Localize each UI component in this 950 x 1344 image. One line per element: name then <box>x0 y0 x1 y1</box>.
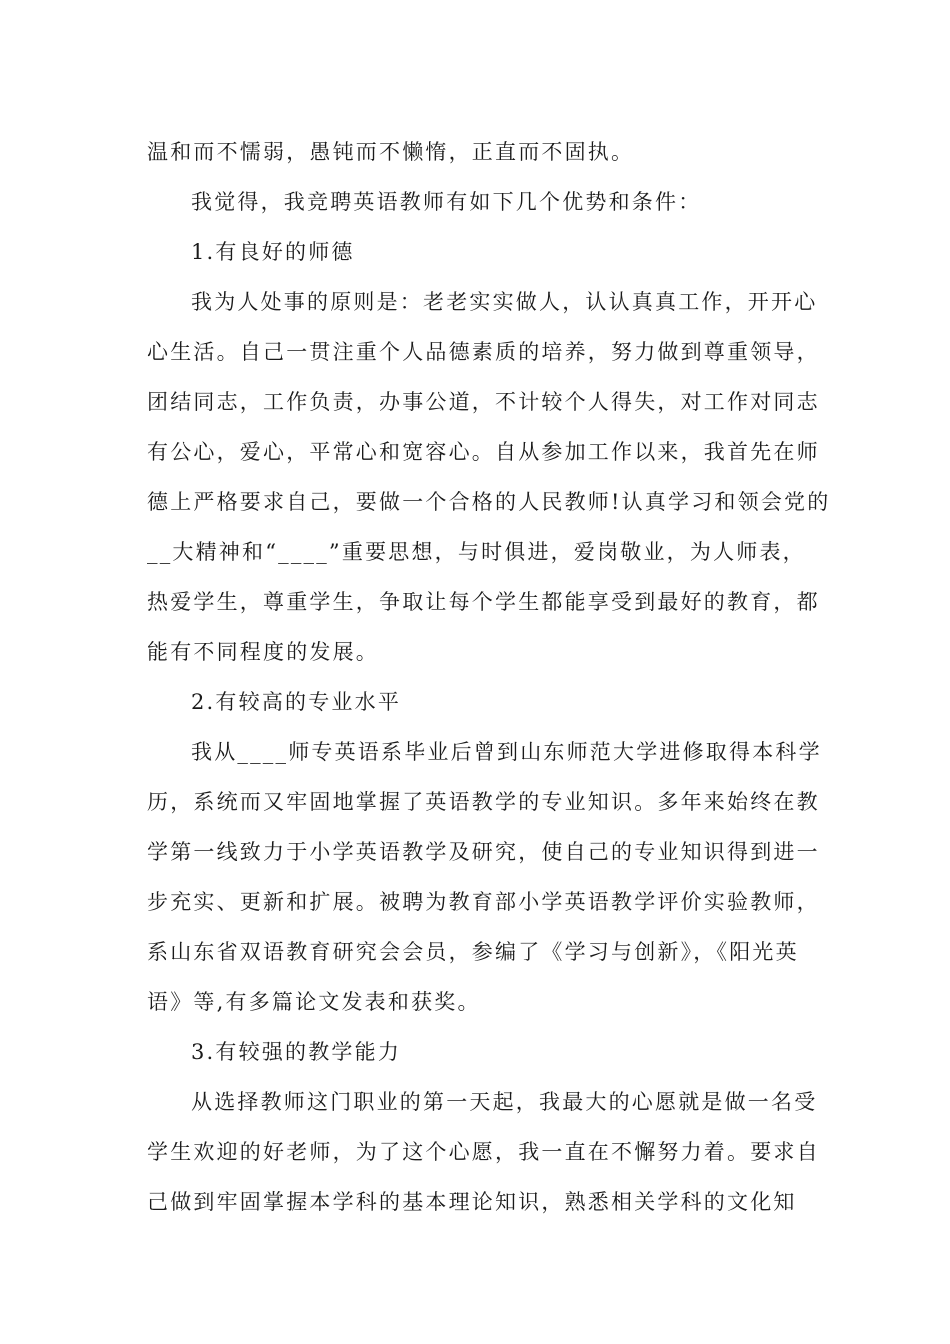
text-line: 温和而不懦弱，愚钝而不懒惰，正直而不固执。 <box>147 140 635 164</box>
text-line: 热爱学生，尊重学生，争取让每个学生都能享受到最好的教育，都 <box>147 590 820 614</box>
section-heading-1: 1.有良好的师德 <box>191 240 355 264</box>
text-line: 我觉得，我竞聘英语教师有如下几个优势和条件： <box>191 190 702 214</box>
text-line: 我从____师专英语系毕业后曾到山东师范大学进修取得本科学 <box>191 740 822 764</box>
text-line: 语》等,有多篇论文发表和获奖。 <box>147 990 481 1014</box>
text-line: 己做到牢固掌握本学科的基本理论知识，熟悉相关学科的文化知 <box>147 1190 797 1214</box>
text-line: 步充实、更新和扩展。被聘为教育部小学英语教学评价实验教师， <box>147 890 820 914</box>
text-line: 学第一线致力于小学英语教学及研究，使自己的专业知识得到进一 <box>147 840 820 864</box>
text-line: 团结同志，工作负责，办事公道，不计较个人得失，对工作对同志 <box>147 390 820 414</box>
text-line: 我为人处事的原则是：老老实实做人，认认真真工作，开开心 <box>191 290 818 314</box>
text-line: __大精神和“____”重要思想，与时俱进，爱岗敬业，为人师表， <box>147 540 806 564</box>
section-heading-2: 2.有较高的专业水平 <box>191 690 402 714</box>
text-line: 德上严格要求自己，要做一个合格的人民教师!认真学习和领会党的 <box>147 490 831 514</box>
section-heading-3: 3.有较强的教学能力 <box>191 1040 402 1064</box>
text-line: 心生活。自己一贯注重个人品德素质的培养，努力做到尊重领导， <box>147 340 820 364</box>
text-line: 学生欢迎的好老师，为了这个心愿，我一直在不懈努力着。要求自 <box>147 1140 820 1164</box>
text-line: 历，系统而又牢固地掌握了英语教学的专业知识。多年来始终在教 <box>147 790 820 814</box>
text-line: 系山东省双语教育研究会会员，参编了《学习与创新》，《阳光英 <box>147 940 799 964</box>
text-line: 从选择教师这门职业的第一天起，我最大的心愿就是做一名受 <box>191 1090 818 1114</box>
text-line: 有公心，爱心，平常心和宽容心。自从参加工作以来，我首先在师 <box>147 440 820 464</box>
text-line: 能有不同程度的发展。 <box>147 640 379 664</box>
